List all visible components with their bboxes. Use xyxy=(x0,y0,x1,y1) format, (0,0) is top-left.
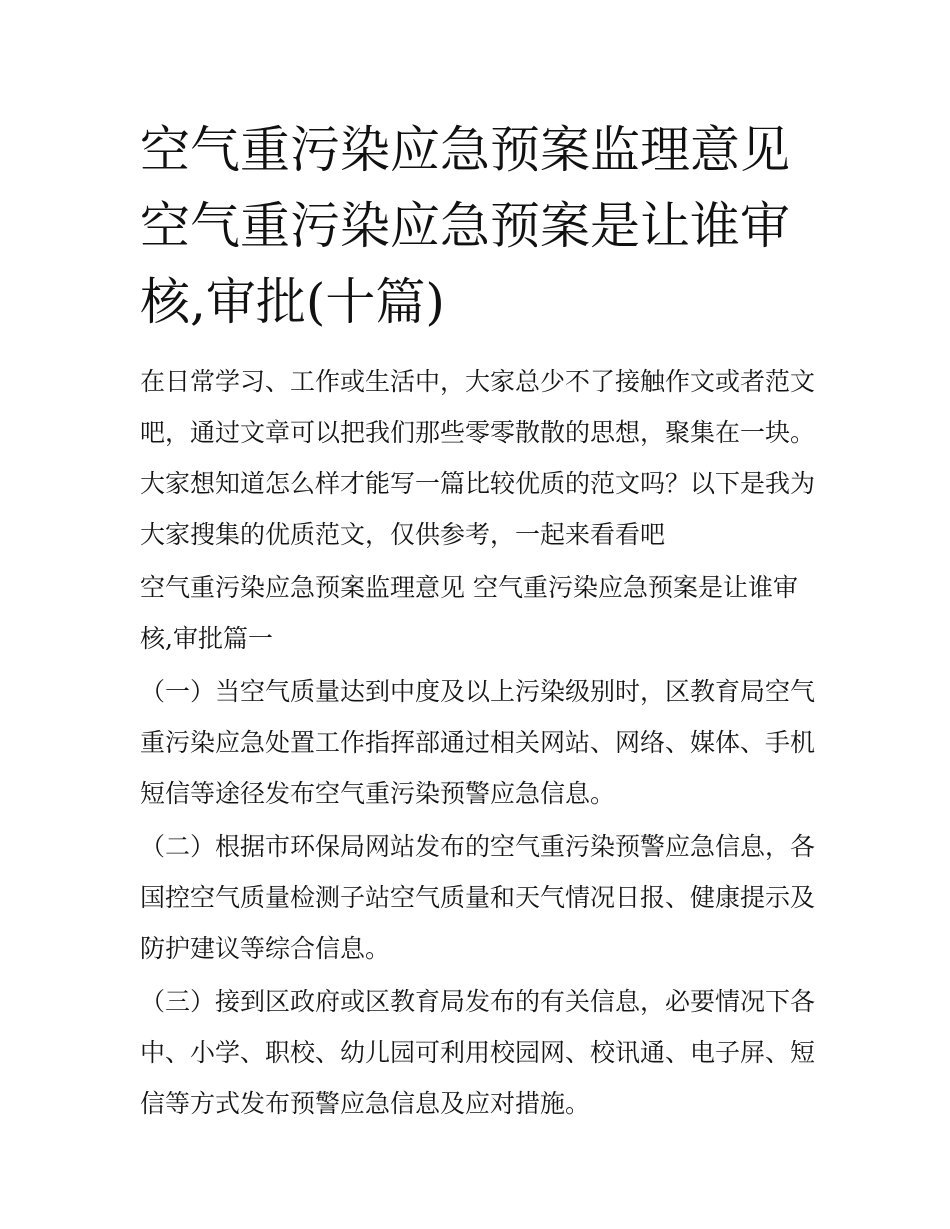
text-line: （三）接到区政府或区教育局发布的有关信息，必要情况下各 xyxy=(140,987,816,1016)
item-paragraph-1 xyxy=(140,666,820,819)
title-line: 空气重污染应急预案监理意见 xyxy=(140,121,790,179)
text-line: 防护建议等综合信息。 xyxy=(140,934,391,963)
text-line: 信等方式发布预警应急信息及应对措施。 xyxy=(140,1089,591,1118)
title-line: 空气重污染应急预案是让谁审 xyxy=(140,197,790,255)
text-line: 在日常学习、工作或生活中，大家总少不了接触作文或者范文 xyxy=(140,367,816,396)
text-line: （二）根据市环保局网站发布的空气重污染预警应急信息，各 xyxy=(140,832,816,861)
text-line: 国控空气质量检测子站空气质量和天气情况日报、健康提示及 xyxy=(140,883,816,912)
text-line: 大家想知道怎么样才能写一篇比较优质的范文吗？以下是我为 xyxy=(140,469,816,498)
intro-paragraph xyxy=(140,356,820,560)
document-title xyxy=(140,112,820,340)
text-line: 中、小学、职校、幼儿园可利用校园网、校讯通、电子屏、短 xyxy=(140,1038,816,1067)
text-line: 核,审批篇一 xyxy=(140,624,273,653)
text-line: 短信等途径发布空气重污染预警应急信息。 xyxy=(140,779,616,808)
text-line: 重污染应急处置工作指挥部通过相关网站、网络、媒体、手机 xyxy=(140,728,816,757)
item-paragraph-3 xyxy=(140,976,820,1129)
section-heading xyxy=(140,562,820,664)
text-line: 吧，通过文章可以把我们那些零零散散的思想，聚集在一块。 xyxy=(140,418,816,447)
title-line: 核,审批(十篇) xyxy=(140,273,445,331)
text-line: （一）当空气质量达到中度及以上污染级别时，区教育局空气 xyxy=(140,677,816,706)
document-body xyxy=(140,356,820,1131)
text-line: 大家搜集的优质范文，仅供参考，一起来看看吧 xyxy=(140,520,666,549)
item-paragraph-2 xyxy=(140,821,820,974)
text-line: 空气重污染应急预案监理意见 空气重污染应急预案是让谁审 xyxy=(140,573,798,602)
